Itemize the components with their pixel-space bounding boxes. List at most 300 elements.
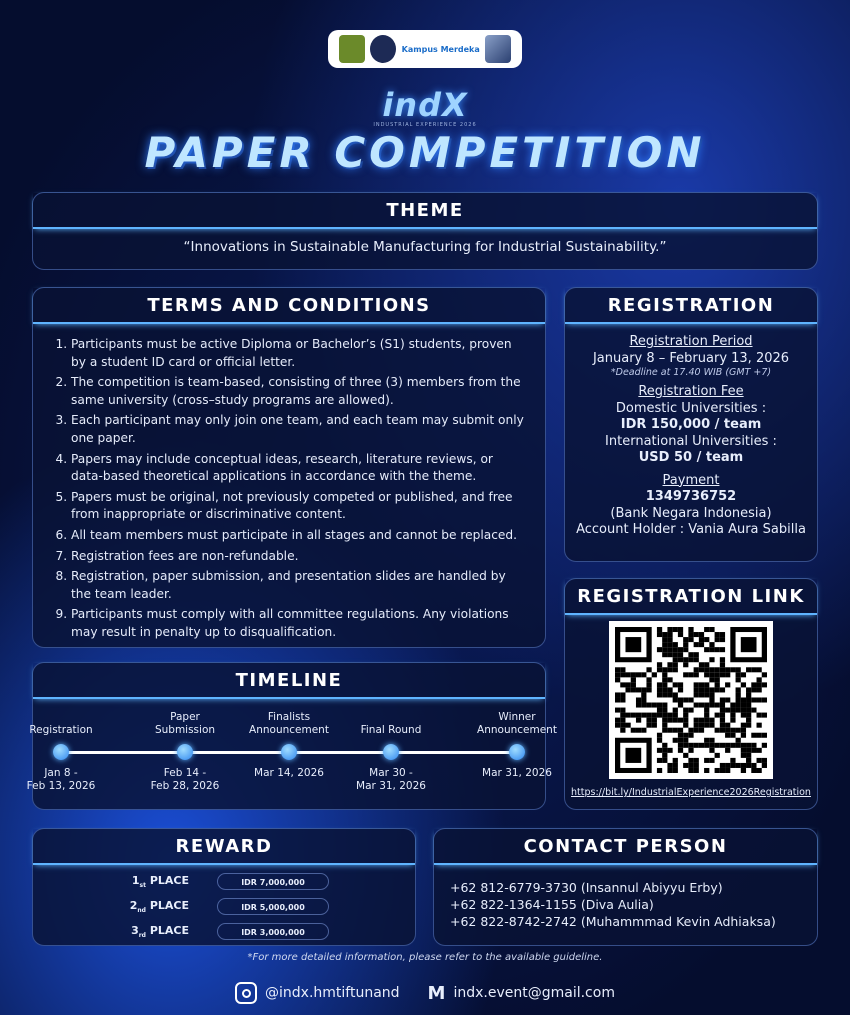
qr-module (662, 667, 667, 672)
prize-amount: IDR 7,000,000 (217, 873, 329, 890)
qr-module (652, 703, 657, 708)
qr-module (678, 738, 683, 743)
contact-item: +62 822-8742-2742 (Muhammmad Kevin Adhiaksa) (450, 914, 776, 929)
qr-module (688, 768, 693, 773)
qr-module (683, 647, 688, 652)
qr-module (625, 687, 630, 692)
kampus-merdeka-logo: Kampus Merdeka (401, 44, 480, 54)
qr-module (657, 758, 662, 763)
qr-module (667, 713, 672, 718)
qr-module (704, 692, 709, 697)
qr-module (694, 642, 699, 647)
qr-module (709, 657, 714, 662)
qr-module (762, 697, 767, 702)
qr-module (751, 667, 756, 672)
qr-module (678, 627, 683, 632)
qr-module (741, 768, 746, 773)
qr-module (715, 768, 720, 773)
qr-module (709, 627, 714, 632)
qr-module (683, 713, 688, 718)
terms-item: 5. Papers must be original, not previously competed or published, and free from inappropriate or discriminative content. (71, 489, 527, 524)
qr-module (694, 758, 699, 763)
qr-module (625, 713, 630, 718)
qr-module (709, 667, 714, 672)
intl-label: International Universities : (605, 433, 777, 449)
qr-module (720, 743, 725, 748)
qr-module (694, 703, 699, 708)
qr-module (662, 703, 667, 708)
qr-module (746, 697, 751, 702)
instagram-link[interactable]: @indx.hmtiftunand (235, 982, 400, 1004)
qr-module (720, 768, 725, 773)
qr-module (699, 692, 704, 697)
qr-module (673, 763, 678, 768)
qr-module (625, 723, 630, 728)
qr-module (715, 637, 720, 642)
qr-module (725, 672, 730, 677)
qr-module (730, 703, 735, 708)
domestic-fee: IDR 150,000 / team (620, 417, 762, 432)
terms-item: 7. Registration fees are non-refundable. (71, 548, 527, 566)
contact-section (433, 828, 818, 946)
qr-module (751, 743, 756, 748)
prize-amount: IDR 3,000,000 (217, 923, 329, 940)
fee-label: Registration Fee (638, 384, 744, 399)
qr-module (746, 758, 751, 763)
qr-module (715, 713, 720, 718)
qr-module (741, 753, 746, 758)
terms-item: 8. Registration, paper submission, and presentation slides are handled by the team leader. (71, 568, 527, 603)
qr-module (620, 713, 625, 718)
qr-module (725, 748, 730, 753)
qr-module (704, 768, 709, 773)
qr-module (762, 682, 767, 687)
qr-module (715, 753, 720, 758)
place-text: PLACE (149, 873, 189, 887)
mail-icon: M (427, 982, 446, 1004)
qr-module (615, 672, 620, 677)
qr-module (657, 682, 662, 687)
qr-module (620, 723, 625, 728)
qr-module (730, 708, 735, 713)
qr-module (662, 713, 667, 718)
brand-subtitle: INDUSTRIAL EXPERIENCE 2026 (373, 122, 477, 128)
qr-module (699, 642, 704, 647)
qr-module (704, 743, 709, 748)
qr-module (709, 642, 714, 647)
period-label: Registration Period (629, 334, 753, 349)
timeline-stage-label: Registration (29, 724, 93, 736)
registration-heading: REGISTRATION (565, 288, 817, 324)
timeline-dot (509, 744, 525, 760)
qr-code[interactable] (609, 621, 773, 779)
theme-heading: THEME (33, 193, 817, 229)
qr-module (683, 672, 688, 677)
qr-module (757, 748, 762, 753)
qr-module (688, 748, 693, 753)
qr-module (657, 667, 662, 672)
qr-module (636, 672, 641, 677)
timeline-dot (383, 744, 399, 760)
qr-module (725, 763, 730, 768)
timeline-stage-date: Mar 31, 2026 (482, 767, 552, 779)
qr-module (657, 738, 662, 743)
qr-module (720, 763, 725, 768)
qr-module (704, 687, 709, 692)
qr-module (730, 667, 735, 672)
qr-module (673, 708, 678, 713)
reward-row (33, 894, 415, 919)
qr-module (720, 672, 725, 677)
qr-module (704, 758, 709, 763)
qr-module (667, 652, 672, 657)
qr-module (715, 687, 720, 692)
qr-module (641, 687, 646, 692)
qr-module (620, 667, 625, 672)
qr-module (673, 657, 678, 662)
qr-module (683, 662, 688, 667)
qr-module (736, 692, 741, 697)
qr-module (715, 677, 720, 682)
qr-module (615, 667, 620, 672)
qr-module (746, 708, 751, 713)
qr-module (662, 758, 667, 763)
qr-module (652, 713, 657, 718)
qr-module (646, 677, 651, 682)
qr-module (725, 743, 730, 748)
timeline-dot (177, 744, 193, 760)
qr-module (615, 697, 620, 702)
qr-module (678, 632, 683, 637)
qr-module (636, 713, 641, 718)
qr-module (662, 682, 667, 687)
qr-module (662, 652, 667, 657)
qr-module (694, 768, 699, 773)
qr-module (757, 677, 762, 682)
qr-module (657, 662, 662, 667)
qr-module (667, 718, 672, 723)
qr-module (662, 748, 667, 753)
domestic-label: Domestic Universities : (615, 400, 767, 416)
qr-module (736, 708, 741, 713)
qr-module (730, 713, 735, 718)
qr-module (652, 718, 657, 723)
qr-module (699, 687, 704, 692)
qr-module (657, 647, 662, 652)
qr-module (694, 657, 699, 662)
timeline-stage-date: Mar 30 - Mar 31, 2026 (356, 767, 426, 792)
qr-module (709, 758, 714, 763)
qr-module (741, 682, 746, 687)
qr-module (720, 728, 725, 733)
terms-item: 6. All team members must participate in all stages and cannot be replaced. (71, 527, 527, 545)
timeline-stage-label: Finalists Announcement (249, 711, 329, 736)
qr-module (751, 687, 756, 692)
qr-module (762, 758, 767, 763)
qr-module (620, 682, 625, 687)
timeline-dot (53, 744, 69, 760)
indx-logo (485, 35, 511, 63)
qr-module (694, 682, 699, 687)
place-text: PLACE (149, 923, 189, 937)
qr-module (715, 703, 720, 708)
terms-item: 2. The competition is team-based, consisting of three (3) members from the same university (cross–study programs are allowed). (71, 374, 527, 409)
qr-module (678, 687, 683, 692)
qr-module (673, 642, 678, 647)
qr-module (720, 697, 725, 702)
qr-module (751, 748, 756, 753)
qr-module (736, 697, 741, 702)
qr-module (667, 692, 672, 697)
qr-module (730, 758, 735, 763)
qr-module (715, 667, 720, 672)
qr-module (736, 703, 741, 708)
qr-module (704, 672, 709, 677)
qr-module (662, 632, 667, 637)
qr-module (757, 713, 762, 718)
qr-module (667, 662, 672, 667)
qr-module (683, 753, 688, 758)
qr-module (762, 763, 767, 768)
qr-module (662, 642, 667, 647)
reward-section (32, 828, 416, 946)
qr-module (688, 637, 693, 642)
terms-item: 9. Participants must comply with all committee regulations. Any violations may result in penalty up to disqualification. (71, 606, 527, 641)
qr-module (683, 763, 688, 768)
qr-module (704, 682, 709, 687)
qr-module (615, 677, 620, 682)
qr-module (678, 647, 683, 652)
brand-logo: indX (382, 86, 468, 124)
qr-module (699, 743, 704, 748)
qr-module (699, 703, 704, 708)
qr-module (631, 672, 636, 677)
qr-module (688, 758, 693, 763)
qr-module (699, 718, 704, 723)
qr-module (757, 682, 762, 687)
qr-module (615, 708, 620, 713)
qr-module (709, 738, 714, 743)
qr-module (720, 647, 725, 652)
qr-module (667, 637, 672, 642)
qr-module (667, 632, 672, 637)
place-number: 1 (131, 873, 140, 887)
qr-module (741, 708, 746, 713)
qr-module (751, 682, 756, 687)
qr-module (678, 748, 683, 753)
qr-module (688, 627, 693, 632)
qr-module (636, 728, 641, 733)
qr-module (704, 667, 709, 672)
qr-module (662, 708, 667, 713)
qr-module (751, 708, 756, 713)
qr-module (631, 728, 636, 733)
qr-module (620, 718, 625, 723)
qr-module (688, 743, 693, 748)
qr-module (673, 647, 678, 652)
qr-module (620, 672, 625, 677)
qr-module (709, 647, 714, 652)
qr-module (736, 738, 741, 743)
qr-module (662, 672, 667, 677)
contact-heading: CONTACT PERSON (434, 829, 817, 865)
qr-module (667, 667, 672, 672)
qr-module (757, 723, 762, 728)
qr-module (730, 718, 735, 723)
qr-module (657, 768, 662, 773)
qr-module (715, 728, 720, 733)
qr-module (694, 728, 699, 733)
qr-module (646, 687, 651, 692)
qr-module (704, 703, 709, 708)
qr-module (704, 723, 709, 728)
qr-module (641, 692, 646, 697)
qr-module (667, 642, 672, 647)
timeline-stage-label: Winner Announcement (477, 711, 557, 736)
qr-module (741, 743, 746, 748)
intl-fee: USD 50 / team (638, 450, 744, 465)
qr-module (678, 733, 683, 738)
qr-module (683, 718, 688, 723)
qr-module (741, 748, 746, 753)
qr-module (657, 748, 662, 753)
contact-item: +62 812-6779-3730 (Insannul Abiyyu Erby) (450, 880, 723, 895)
qr-module (683, 657, 688, 662)
qr-module (720, 723, 725, 728)
email-link[interactable]: M indx.event@gmail.com (427, 982, 615, 1004)
qr-module (746, 753, 751, 758)
qr-module (741, 763, 746, 768)
qr-module (678, 743, 683, 748)
timeline-stage-date: Mar 14, 2026 (254, 767, 324, 779)
qr-module (704, 738, 709, 743)
qr-module (751, 697, 756, 702)
qr-module (636, 687, 641, 692)
qr-module (709, 723, 714, 728)
qr-module (730, 728, 735, 733)
qr-module (688, 657, 693, 662)
qr-module (678, 728, 683, 733)
qr-module (662, 753, 667, 758)
qr-module (625, 672, 630, 677)
qr-module (720, 667, 725, 672)
qr-module (746, 748, 751, 753)
qr-module (746, 743, 751, 748)
place-suffix: rd (138, 932, 146, 940)
qr-module (673, 728, 678, 733)
page-title: PAPER COMPETITION (144, 128, 706, 177)
qr-module (757, 687, 762, 692)
qr-module (662, 677, 667, 682)
qr-module (683, 738, 688, 743)
qr-module (694, 718, 699, 723)
qr-module (688, 708, 693, 713)
qr-module (715, 682, 720, 687)
qr-module (641, 697, 646, 702)
qr-module (709, 677, 714, 682)
qr-module (746, 667, 751, 672)
qr-module (673, 682, 678, 687)
qr-module (746, 687, 751, 692)
qr-module (725, 728, 730, 733)
qr-module (631, 682, 636, 687)
qr-module (667, 677, 672, 682)
qr-module (709, 672, 714, 677)
qr-module (720, 657, 725, 662)
qr-module (662, 743, 667, 748)
qr-module (741, 637, 757, 652)
qr-module (688, 733, 693, 738)
qr-module (694, 652, 699, 657)
reward-heading: REWARD (33, 829, 415, 865)
qr-module (641, 703, 646, 708)
qr-module (746, 692, 751, 697)
sponsor-logos (328, 30, 522, 68)
timeline-heading: TIMELINE (33, 663, 545, 699)
qr-module (694, 763, 699, 768)
qr-module (741, 697, 746, 702)
qr-module (704, 637, 709, 642)
qr-module (715, 672, 720, 677)
qr-module (657, 627, 662, 632)
terms-list (33, 324, 545, 642)
qr-module (751, 763, 756, 768)
qr-module (646, 667, 651, 672)
qr-module (683, 733, 688, 738)
reward-row (33, 869, 415, 894)
qr-module (646, 682, 651, 687)
qr-module (741, 733, 746, 738)
qr-module (678, 718, 683, 723)
terms-item: 3. Each participant may only join one team, and each team may submit only one paper. (71, 412, 527, 447)
qr-module (746, 713, 751, 718)
qr-module (720, 708, 725, 713)
qr-module (746, 703, 751, 708)
organization-seal-logo (370, 35, 396, 63)
qr-module (709, 743, 714, 748)
qr-module (641, 728, 646, 733)
registration-url-link[interactable]: https://bit.ly/IndustrialExperience2026Registration (571, 787, 811, 798)
qr-module (662, 647, 667, 652)
qr-module (757, 667, 762, 672)
qr-module (741, 728, 746, 733)
registration-link-heading: REGISTRATION LINK (565, 579, 817, 615)
footnote: *For more detailed information, please refer to the available guideline. (247, 952, 603, 963)
qr-module (699, 667, 704, 672)
qr-module (646, 713, 651, 718)
qr-module (683, 723, 688, 728)
qr-module (757, 768, 762, 773)
qr-module (715, 632, 720, 637)
bank-name: (Bank Negara Indonesia) (610, 505, 772, 521)
qr-module (641, 672, 646, 677)
qr-module (699, 632, 704, 637)
qr-module (678, 657, 683, 662)
qr-module (662, 692, 667, 697)
qr-module (699, 662, 704, 667)
qr-module (762, 733, 767, 738)
qr-module (709, 692, 714, 697)
timeline-stage-date: Feb 14 - Feb 28, 2026 (150, 767, 220, 792)
qr-module (757, 758, 762, 763)
qr-module (699, 728, 704, 733)
qr-module (688, 728, 693, 733)
qr-module (673, 652, 678, 657)
theme-text: “Innovations in Sustainable Manufacturing for Industrial Sustainability.” (183, 239, 667, 255)
qr-module (667, 748, 672, 753)
qr-module (720, 703, 725, 708)
registration-link-section (564, 578, 818, 810)
